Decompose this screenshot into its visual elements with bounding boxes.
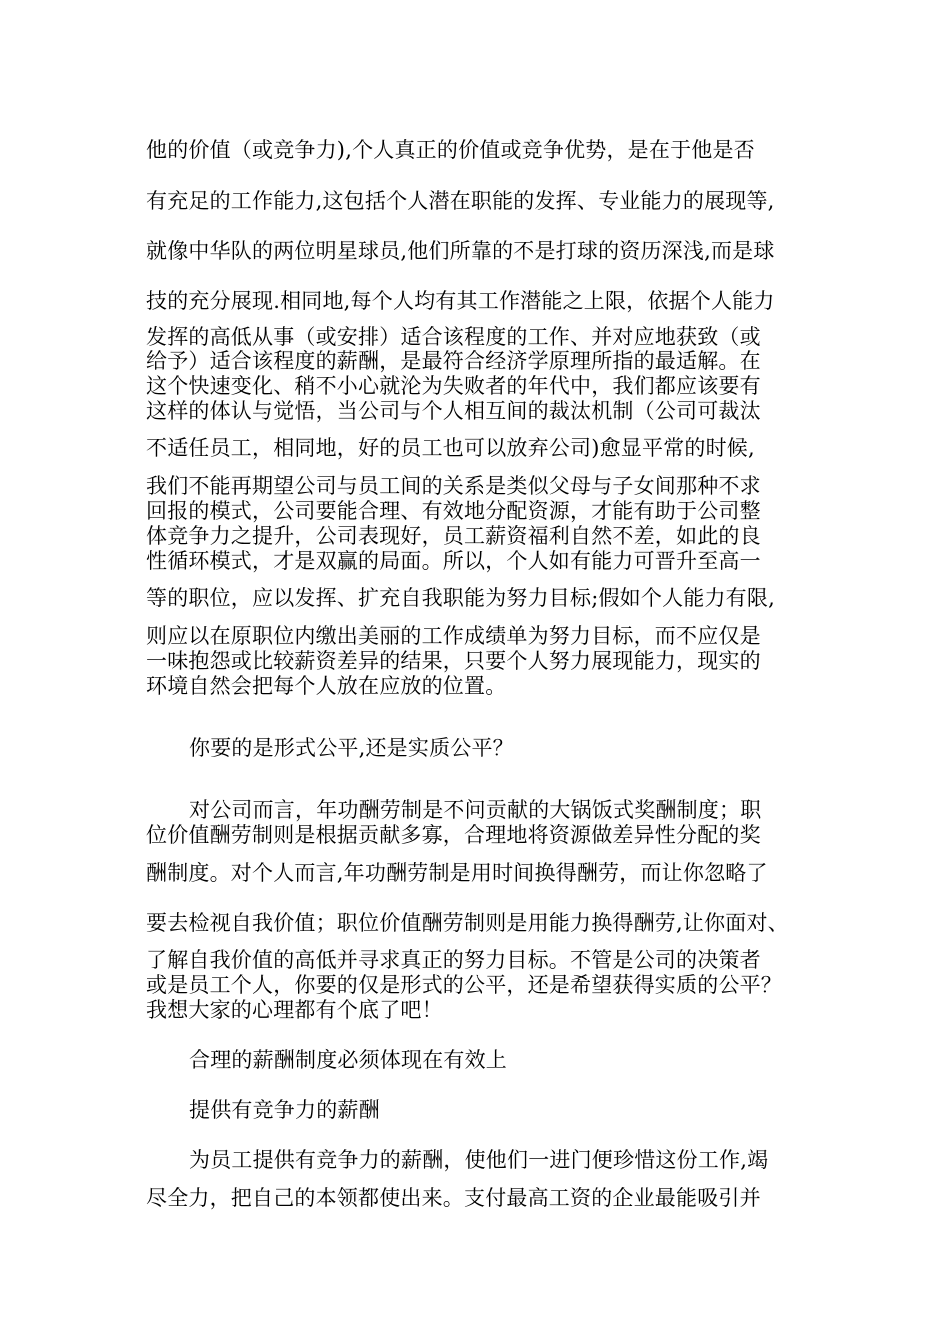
text-line: 尽全力，把自己的本领都使出来。支付最高工资的企业最能吸引并 — [146, 1186, 761, 1210]
text-line: 就像中华队的两位明星球员,他们所靠的不是打球的资历深浅,而是球 — [146, 239, 775, 263]
text-line: 了解自我价值的高低并寻求真正的努力目标。不管是公司的决策者 — [146, 948, 761, 972]
text-line: 有充足的工作能力,这包括个人潜在职能的发挥、专业能力的展现等, — [146, 189, 775, 213]
text-line: 我们不能再期望公司与员工间的关系是类似父母与子女间那种不求 — [146, 474, 761, 498]
text-line: 技的充分展现.相同地,每个人均有其工作潜能之上限，依据个人能力 — [146, 289, 775, 313]
text-line: 这个快速变化、稍不小心就沦为失败者的年代中，我们都应该要有 — [146, 374, 761, 398]
text-line: 体竞争力之提升，公司表现好，员工薪资福利自然不差，如此的良 — [146, 524, 761, 548]
text-line: 一味抱怨或比较薪资差异的结果，只要个人努力展现能力，现实的 — [146, 649, 761, 673]
text-line: 他的价值（或竞争力),个人真正的价值或竞争优势，是在于他是否 — [146, 138, 755, 162]
text-line: 酬制度。对个人而言,年功酬劳制是用时间换得酬劳，而让你忽略了 — [146, 861, 768, 885]
section-heading: 提供有竞争力的薪酬 — [189, 1098, 380, 1122]
text-line: 等的职位，应以发挥、扩充自我职能为努力目标;假如个人能力有限, — [146, 586, 775, 610]
text-line: 为员工提供有竞争力的薪酬，使他们一进门便珍惜这份工作,竭 — [189, 1148, 769, 1172]
text-line: 这样的体认与觉悟，当公司与个人相互间的裁汰机制（公司可裁汰 — [146, 399, 761, 423]
text-line: 我想大家的心理都有个底了吧！ — [146, 998, 443, 1022]
text-line: 或是员工个人，你要的仅是形式的公平，还是希望获得实质的公平？ — [146, 973, 782, 997]
text-line: 发挥的高低从事（或安排）适合该程度的工作、并对应地获致（或 — [146, 325, 761, 349]
text-line: 给予）适合该程度的薪酬，是最符合经济学原理所指的最适解。在 — [146, 349, 761, 373]
text-line: 回报的模式，公司要能合理、有效地分配资源，才能有助于公司整 — [146, 499, 761, 523]
section-heading: 你要的是形式公平,还是实质公平？ — [189, 736, 514, 760]
text-line: 环境自然会把每个人放在应放的位置。 — [146, 674, 507, 698]
text-line: 性循环模式，才是双赢的局面。所以，个人如有能力可晋升至高一 — [146, 549, 761, 573]
text-line: 对公司而言，年功酬劳制是不问贡献的大锅饭式奖酬制度；职 — [189, 798, 762, 822]
section-heading: 合理的薪酬制度必须体现在有效上 — [189, 1048, 507, 1072]
text-line: 要去检视自我价值；职位价值酬劳制则是用能力换得酬劳,让你面对、 — [146, 911, 789, 935]
text-line: 则应以在原职位内缴出美丽的工作成绩单为努力目标，而不应仅是 — [146, 624, 761, 648]
text-line: 位价值酬劳制则是根据贡献多寡，合理地将资源做差异性分配的奖 — [146, 823, 761, 847]
text-line: 不适任员工，相同地，好的员工也可以放弃公司)愈显平常的时候, — [146, 436, 755, 460]
